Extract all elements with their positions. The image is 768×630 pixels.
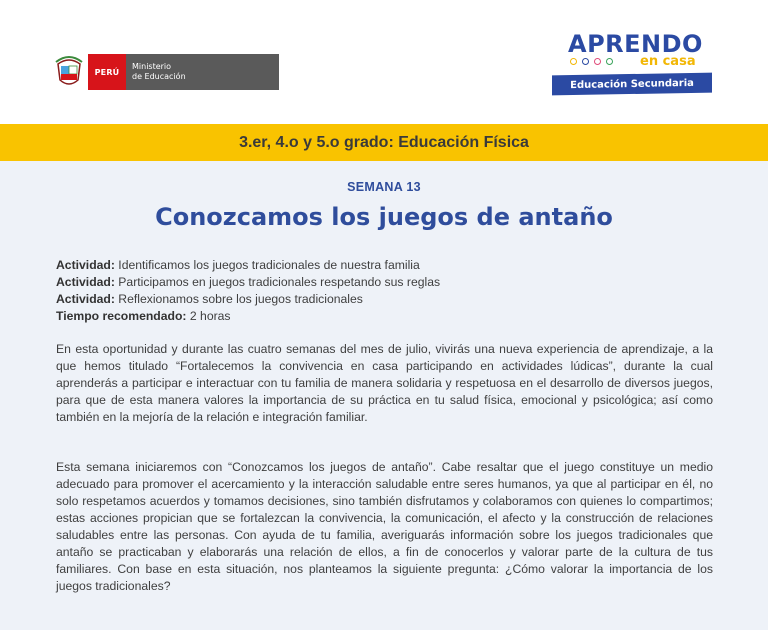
meta-label: Actividad:	[56, 292, 115, 306]
page-title: Conozcamos los juegos de antaño	[155, 203, 613, 231]
brand-banner: Educación Secundaria	[552, 73, 712, 96]
week-paragraph: Esta semana iniciaremos con “Conozcamos los juegos de antaño”. Cabe resaltar que el juego constituye un medio adecuado para promover el acercamiento y la interacción saludable entre seres humanos, ya que al participar en él, no solo respetamos acuerdos y tomamos decisiones, sino también disfrutamos y colaboramos con quienes lo compartimos; estas acciones propician que se fortalezcan la convivencia, la comunicación, el afecto y la construcción de relaciones saludables entre las personas. Con ayuda de tu familia, averiguarás información sobre los juegos tradicionales que antaño se practicaban y elaborarás una relación de ellos, a fin de conocerlos y valorar parte de la cultura de tus familiares. Con base en esta situación, nos planteamos la siguiente pregunta: ¿Cómo valorar la importancia de los juegos tradicionales?	[56, 460, 713, 593]
meta-value: 2 horas	[186, 309, 231, 323]
meta-label: Tiempo recomendado:	[56, 309, 187, 323]
ministry-line-1: Ministerio	[132, 62, 172, 71]
meta-row	[56, 274, 440, 291]
grade-bar: 3.er, 4.o y 5.o grado: Educación Física	[0, 124, 768, 161]
meta-label: Actividad:	[56, 275, 115, 289]
brand-dots-icon	[570, 58, 613, 65]
brand-title: APRENDO	[568, 30, 703, 58]
brand-subtitle: en casa	[640, 54, 696, 69]
meta-value: Participamos en juegos tradicionales respetando sus reglas	[114, 275, 441, 289]
aprendo-en-casa-logo	[552, 30, 712, 96]
meta-value: Identificamos los juegos tradicionales de nuestra familia	[114, 258, 420, 272]
meta-row	[56, 308, 440, 325]
main-content	[0, 161, 768, 630]
meta-row	[56, 257, 440, 274]
week-label: SEMANA 13	[347, 180, 421, 194]
activity-list	[56, 257, 440, 325]
coat-of-arms-icon	[54, 54, 84, 90]
meta-label: Actividad:	[56, 258, 115, 272]
meta-value: Reflexionamos sobre los juegos tradicionales	[114, 292, 363, 306]
intro-paragraph: En esta oportunidad y durante las cuatro semanas del mes de julio, vivirás una nueva experiencia de aprendizaje, a la que hemos titulado “Fortalecemos la convivencia en casa participando en actividades lúdicas”, durante la cual aprenderás a participar e interactuar con tu familia de manera solidaria y respetuosa en el desarrollo de diversos juegos, para que de esta manera valores la importancia de su práctica en tu salud física, emocional y psicológica; así como también en la mejoría de la relación e integración familiar.	[56, 342, 713, 424]
ministry-line-2: de Educación	[132, 72, 186, 81]
ministry-logo	[54, 54, 279, 90]
peru-label: PERÚ	[88, 54, 126, 90]
ministry-label	[126, 54, 279, 90]
page-header	[0, 0, 768, 124]
meta-row	[56, 291, 440, 308]
